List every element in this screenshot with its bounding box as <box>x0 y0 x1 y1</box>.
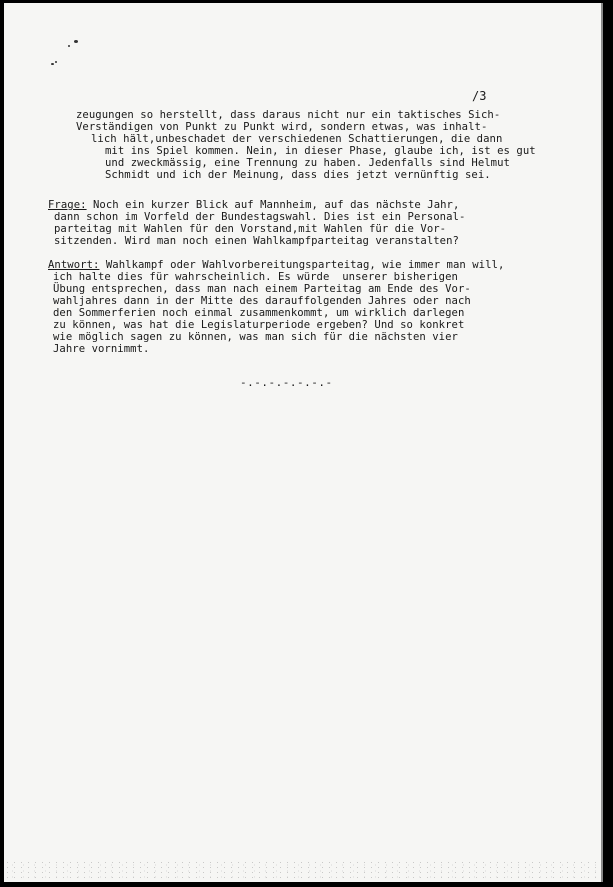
scan-edge <box>601 3 603 882</box>
text-line: dann schon im Vorfeld der Bundestagswahl. Dies ist ein Personal- <box>54 211 466 223</box>
document-page <box>4 3 603 882</box>
text-line: den Sommerferien noch einmal zusammenkommt, um wirklich darlegen <box>53 307 465 319</box>
text-line: mit ins Spiel kommen. Nein, in dieser Phase, glaube ich, ist es gut <box>105 145 536 157</box>
scan-speck <box>68 45 70 47</box>
answer-first-line <box>48 259 504 271</box>
page-number: /3 <box>472 89 487 103</box>
end-mark: -.-.-.-.-.-.- <box>240 376 333 389</box>
text-line: Schmidt und ich der Meinung, dass dies jetzt vernünftig sei. <box>105 169 491 181</box>
text-line: wie möglich sagen zu können, was man sich für die nächsten vier <box>53 331 458 343</box>
scan-speck <box>51 63 54 65</box>
text-line: Noch ein kurzer Blick auf Mannheim, auf das nächste Jahr, <box>86 199 460 211</box>
text-line: Wahlkampf oder Wahlvorbereitungsparteitag, wie immer man will, <box>99 259 505 271</box>
text-line: sitzenden. Wird man noch einen Wahlkampfparteitag veranstalten? <box>54 235 459 247</box>
text-line: zeugungen so herstellt, dass daraus nicht nur ein taktisches Sich- <box>76 109 501 121</box>
text-line: lich hält,unbeschadet der verschiedenen Schattierungen, die dann <box>91 133 503 145</box>
text-line: wahljahres dann in der Mitte des darauffolgenden Jahres oder nach <box>53 295 471 307</box>
question-label: Frage: <box>48 199 87 211</box>
text-line: und zweckmässig, eine Trennung zu haben. Jedenfalls sind Helmut <box>105 157 510 169</box>
text-line: parteitag mit Wahlen für den Vorstand,mit Wahlen für die Vor- <box>54 223 447 235</box>
question-first-line <box>48 199 459 211</box>
text-line: Verständigen von Punkt zu Punkt wird, sondern etwas, was inhalt- <box>76 121 488 133</box>
scan-speck <box>55 61 57 63</box>
text-line: Jahre vornimmt. <box>53 343 150 355</box>
scan-noise <box>4 860 603 882</box>
scan-speck <box>74 40 78 43</box>
answer-label: Antwort: <box>48 259 100 271</box>
text-line: ich halte dies für wahrscheinlich. Es würde unserer bisherigen <box>53 271 458 283</box>
text-line: Übung entsprechen, dass man nach einem Parteitag am Ende des Vor- <box>53 283 471 295</box>
text-line: zu können, was hat die Legislaturperiode ergeben? Und so konkret <box>53 319 465 331</box>
